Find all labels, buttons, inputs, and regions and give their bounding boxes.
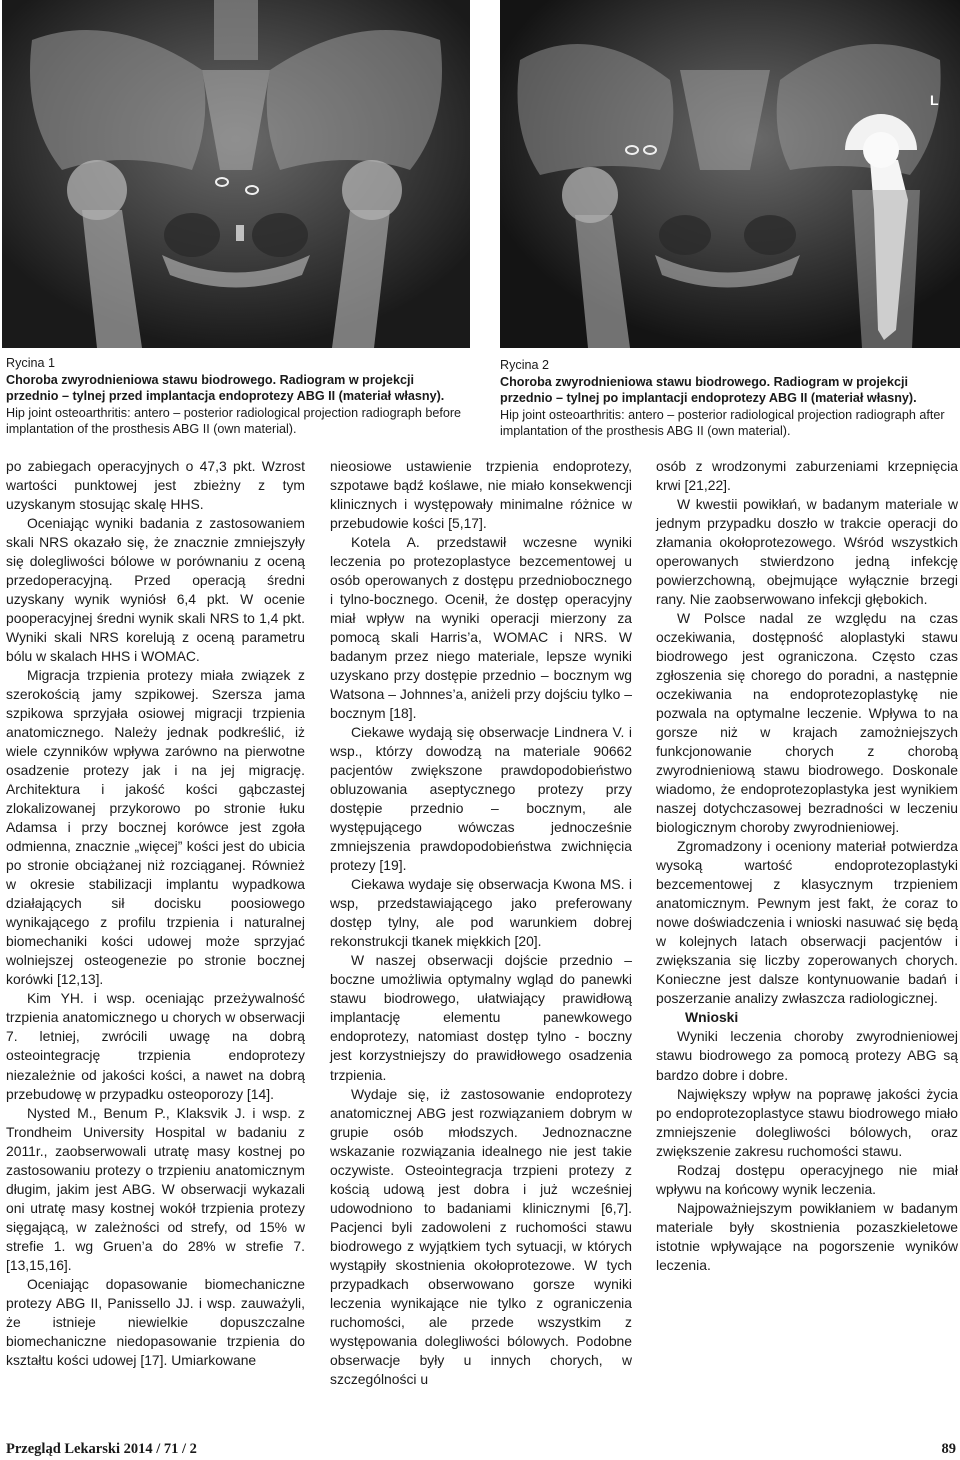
paragraph: Ciekawe wydają się obserwacje Lindnera V. i wsp., którzy dowodzą na materiale 90662 pacjentów zwiększone prawdopodobieństwo obluzowania aseptycznego protezy przy dostępie przednio – bocznym, ale występującego wówczas jednocześnie zmniejszenia prawdopodobieństwa zwichnięcia protezy [19]. [330, 724, 632, 874]
radiograph-figure-2 [500, 0, 960, 348]
paragraph: Oceniając wyniki badania z zastosowaniem skali NRS okazało się, że znacznie zmniejszyły się dolegliwości bólowe w porównaniu z oceną przedoperacyjną. Przed operacją średni uzyskany wynik wyniósł 6,4 pkt. W ocenie pooperacyjnej średni wynik skali NRS to 1,4 pkt. Wyniki skali NRS korelują z oceną parametru bólu w skalach HHS i WOMAC. [6, 515, 305, 665]
text-column-1 [6, 457, 305, 1370]
figure-2-caption-english: Hip joint osteoarthritis: antero – posterior radiological projection radiograph after implantation of the prosthesis ABG II (own material). [500, 407, 945, 438]
paragraph: po zabiegach operacyjnych o 47,3 pkt. Wzrost wartości punktowej jest zbieżny z tym uzyskanym stosując skalę HHS. [6, 458, 305, 513]
paragraph: osób z wrodzonymi zaburzeniami krzepnięcia krwi [21,22]. [656, 458, 958, 494]
paragraph: Migracja trzpienia protezy miała związek z szerokością jamy szpikowej. Szersza jama szpikowa sprzyjała osiowej migracji trzpienia anatomicznego. Należy jednak podkreślić, iż wiele czynników wpływa zarówno na pierwotne osadzenie protezy jak i na jej migrację. Architektura i jakość kości gąbczastej zlokalizowanej przykorowo po stronie łuku Adamsa i przy bocznej korówce jest zgoła odmienna, znacznie „więcej” kości jest do ubicia po stronie obciążanej niż rozciąganej. Również w okresie stabilizacji implantu wypadkowa działających sił docisku poosiowego wynikającego z profilu trzpienia i naturalnej biomechaniki kości udowej może sprzyjać wolniejszej osteogenezie po stronie bocznej korówki [12,13]. [6, 667, 305, 988]
figure-2-title: Rycina 2 [500, 358, 549, 372]
pelvis-radiograph-image [2, 0, 470, 348]
text-column-3 [656, 457, 958, 1275]
paragraph: W kwestii powikłań, w badanym materiale w jednym przypadku doszło w trakcie operacji do złamania okołoprotezowego. Wśród wszystkich operowanych stwierdzono jedną infekcję powierzchowną, obejmujące wyłącznie brzegi rany. Nie zaobserwowano infekcji głębokich. [656, 496, 958, 608]
radiograph-figure-1 [2, 0, 470, 348]
figure-1-caption-polish: Choroba zwyrodnieniowa stawu biodrowego. Radiogram w projekcji przednio – tylnej przed implantacja endoprotezy ABG II (materiał własny). [6, 372, 445, 403]
paragraph: Zgromadzony i oceniony materiał potwierdza wysoką wartość endoprotezoplastyki bezcementowej z klasycznym trzpieniem anatomicznym. Pewnym jest fakt, że coraz to nowe doświadczenia i wnioski nasuwać się będą w kolejnych latach obserwacji pacjentów i zwiększania się liczby zoperowanych chorych. Konieczne jest dalsze kontynuowanie badań i poszerzanie analizy zwłaszcza radiologicznej. [656, 838, 958, 1007]
conclusions-heading: Wnioski [685, 1009, 739, 1026]
paragraph: Największy wpływ na poprawę jakości życia po endoprotezoplastyce stawu biodrowego miało zmniejszenie dolegliwości bólowych, oraz zwiększenie zakresu ruchomości stawu. [656, 1085, 958, 1159]
paragraph: Ciekawa wydaje się obserwacja Kwona MS. i wsp, przedstawiającego jako preferowany dostęp tylny, ale pod warunkiem dobrej rekonstrukcji tkanek miękkich [20]. [330, 876, 632, 950]
paragraph: Wyniki leczenia choroby zwyrodnieniowej stawu biodrowego za pomocą protezy ABG są bardzo dobre i dobre. [656, 1028, 958, 1083]
paragraph: nieosiowe ustawienie trzpienia endoprotezy, szpotawe bądź koślawe, nie miało konsekwencji klinicznych i występowały minimalne różnice w przebudowie kości [5,17]. [330, 458, 632, 532]
paragraph: Najpoważniejszym powikłaniem w badanym materiale były skostnienia pozaszkieletowe istotnie wpływające na pogorszenie wyników leczenia. [656, 1199, 958, 1273]
paragraph: Rodzaj dostępu operacyjnego nie miał wpływu na końcowy wynik leczenia. [656, 1161, 958, 1197]
paragraph: Kim YH. i wsp. oceniając przeżywalność trzpienia anatomicznego u chorych w obserwacji 7. letniej, zwrócili uwagę na dobrą osteointegrację trzpienia endoprotezy niezależnie od jakości kości, a nawet na dobrą przebudowę w przypadku osteoporozy [14]. [6, 990, 305, 1102]
paragraph: W naszej obserwacji dojście przednio – boczne umożliwia optymalny wgląd do panewki stawu biodrowego, ułatwiający prawidłową implantację elementu panewkowego endoprotezy, natomiast dostęp tylno - boczny jest korzystniejszy do prawidłowego osadzenia trzpienia. [330, 952, 632, 1083]
paragraph: Nysted M., Benum P., Klaksvik J. i wsp. z Trondheim University Hospital w badaniu z 2011r., zaobserwowali utratę masy kostnej po zastosowaniu protezy o trzpieniu anatomicznym długim, jakim jest ABG. W obserwacji wykazali oni utratę masy kostnej wokół trzpienia protezy sięgającą, w zależności od strefy, od 15% w strefie 1. wg Gruen’a do 28% w strefie 7. [13,15,16]. [6, 1104, 305, 1273]
figure-1-caption [6, 355, 468, 438]
page-number: 89 [941, 1441, 956, 1457]
paragraph: Wydaje się, iż zastosowanie endoprotezy anatomicznej ABG jest rozwiązaniem dobrym w grupie osób młodszych. Jednoznaczne wskazanie rozwiązania idealnego nie jest takie oczywiste. Osteointegracja trzpieni protezy z kością udową jest dobra i już wcześniej udowodniono to badaniami klinicznymi [6,7]. Pacjenci byli zadowoleni z ruchomości stawu biodrowego z wyjątkiem tych sytuacji, w których wystąpiły skostnienia okołoprotezowe. W tych przypadkach obserwowano gorsze wyniki leczenia wynikające nie tylko z ograniczenia ruchomości, ale przede wszystkim z występowania dolegliwości bólowych. Podobne obserwacje były u innych chorych, w szczególności u [330, 1085, 632, 1387]
figure-2-caption-polish: Choroba zwyrodnieniowa stawu biodrowego. Radiogram w projekcji przednio – tylnej po implantacji endoprotezy ABG II (materiał własny). [500, 374, 917, 405]
paragraph: W Polsce nadal ze względu na czas oczekiwania, dostępność aloplastyki stawu biodrowego jest ograniczona. Często czas zgłoszenia się chorego do poradni, a następnie oczekiwania na endoprotezoplastykę nie pozwala na optymalne leczenie. Wpływa to na gorsze niż w krajach zamożniejszych funkcjonowanie chorych z chorobą zwyrodnieniową stawu biodrowego. Doskonale wiadomo, że endoprotezoplastyka jest wynikiem naszej dotychczasowej bezradności w leczeniu biologicznym choroby zwyrodnieniowej. [656, 610, 958, 836]
paragraph: Kotela A. przedstawił wczesne wyniki leczenia po protezoplastyce bezcementowej u osób operowanych z dostępu przedniobocznego i tylno-bocznego. Ocenił, że dostęp operacyjny miał wpływ na wyniki operacji mierzony za pomocą skali Harris’a, WOMAC i NRS. W badanym przez niego materiale, lepsze wyniki uzyskano przy dostępie przednio – bocznym wg Watsona – Johnnes’a, aniżeli przy dojściu tylko – bocznym [18]. [330, 534, 632, 722]
figure-1-title: Rycina 1 [6, 356, 55, 370]
journal-footer: Przegląd Lekarski 2014 / 71 / 2 [6, 1441, 197, 1457]
figure-1-caption-english: Hip joint osteoarthritis: antero – posterior radiological projection radiograph before implantation of the prosthesis ABG II (own material). [6, 405, 462, 436]
prosthesis-radiograph-image [500, 0, 960, 348]
side-marker: L [930, 92, 939, 108]
text-column-2 [330, 457, 632, 1389]
figure-2-caption [500, 357, 958, 440]
paragraph: Oceniając dopasowanie biomechaniczne protezy ABG II, Panissello JJ. i wsp. zauważyli, że istnieje niewielkie dopuszczalne biomechaniczne niedopasowanie trzpienia do kształtu kości udowej [17]. Umiarkowane [6, 1275, 305, 1368]
